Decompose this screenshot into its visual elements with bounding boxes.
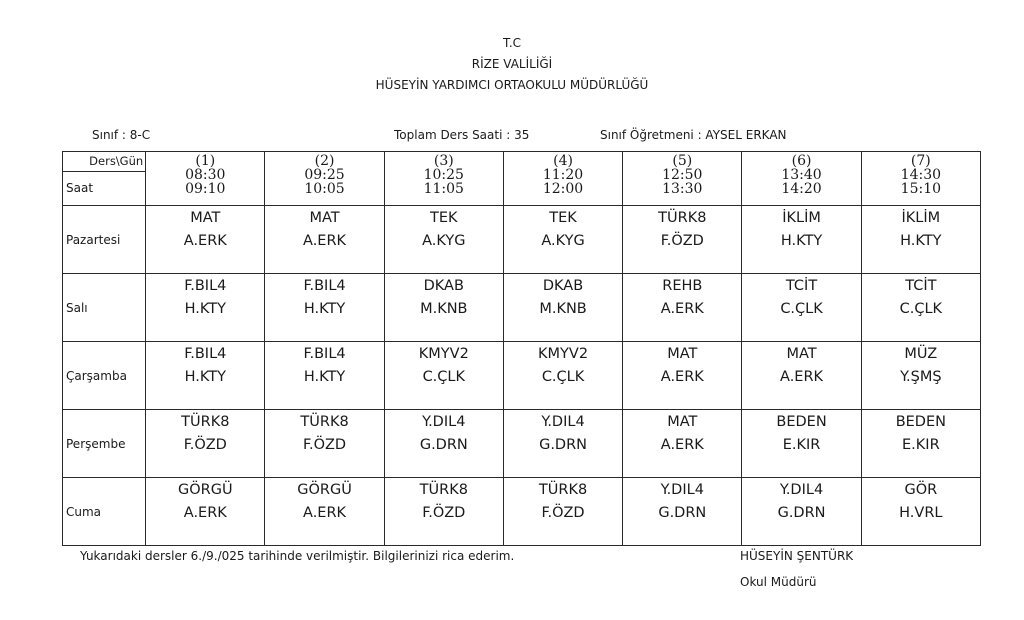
period-no: (6) (791, 153, 812, 169)
lesson-teacher: E.KIR (782, 437, 821, 453)
day-row (63, 342, 981, 410)
lesson-teacher: G.DRN (658, 505, 707, 521)
lesson-subject: TÜRK8 (181, 414, 230, 430)
lesson-cell (384, 478, 503, 546)
lesson-teacher: H.KTY (900, 233, 942, 249)
period-end: 10:05 (304, 181, 345, 197)
lesson-subject: GÖR (904, 482, 938, 498)
lesson-cell (623, 478, 742, 546)
signer-name: HÜSEYİN ŞENTÜRK (740, 549, 854, 563)
period-end: 09:10 (185, 181, 226, 197)
total-hours-label: Toplam Ders Saati : 35 (394, 128, 530, 142)
lesson-cell (503, 410, 622, 478)
lesson-subject: İKLİM (782, 210, 821, 226)
lesson-cell (742, 410, 861, 478)
lesson-cell (384, 342, 503, 410)
lesson-cell (265, 410, 384, 478)
day-row (63, 478, 981, 546)
lesson-cell (861, 206, 980, 274)
lesson-subject: F.BIL4 (303, 346, 346, 362)
period-no: (5) (672, 153, 693, 169)
lesson-teacher: G.DRN (777, 505, 826, 521)
period-start: 12:50 (662, 167, 703, 183)
lesson-subject: Y.DIL4 (422, 414, 466, 430)
lesson-subject: MAT (309, 210, 340, 226)
lesson-subject: F.BIL4 (303, 278, 346, 294)
lesson-teacher: F.ÖZD (660, 233, 704, 249)
period-header-cell (384, 152, 503, 206)
period-header-cell (265, 152, 384, 206)
period-start: 13:40 (781, 167, 822, 183)
lesson-teacher: H.KTY (303, 369, 346, 385)
lesson-subject: Y.DIL4 (660, 482, 704, 498)
lesson-teacher: A.KYG (422, 233, 466, 249)
lesson-cell (861, 478, 980, 546)
class-teacher-label: Sınıf Öğretmeni : AYSEL ERKAN (600, 128, 787, 142)
lesson-cell (861, 342, 980, 410)
lesson-teacher: M.KNB (420, 301, 468, 317)
lesson-cell (265, 342, 384, 410)
lesson-teacher: A.ERK (660, 301, 704, 317)
lesson-teacher: M.KNB (539, 301, 587, 317)
lesson-cell (742, 206, 861, 274)
period-start: 09:25 (304, 167, 345, 183)
lesson-cell (146, 478, 265, 546)
lesson-subject: F.BIL4 (184, 278, 227, 294)
lesson-cell (503, 342, 622, 410)
lesson-cell (146, 274, 265, 342)
lesson-teacher: A.ERK (660, 369, 704, 385)
period-header-cell (146, 152, 265, 206)
period-end: 15:10 (900, 181, 942, 197)
class-label: Sınıf : 8-C (92, 128, 151, 142)
period-no: (7) (910, 153, 931, 169)
day-row (63, 206, 981, 274)
lesson-subject: TCİT (785, 278, 818, 294)
lesson-subject: TEK (430, 210, 458, 226)
period-no: (4) (553, 153, 573, 169)
lesson-cell (861, 410, 980, 478)
period-end: 13:30 (662, 181, 703, 197)
lesson-teacher: H.KTY (780, 233, 823, 249)
day-name: Perşembe (63, 410, 146, 478)
lesson-cell (503, 206, 622, 274)
lesson-subject: TEK (549, 210, 577, 226)
lesson-cell (384, 206, 503, 274)
lesson-cell (146, 410, 265, 478)
lesson-teacher: E.KIR (902, 437, 940, 453)
lesson-subject: DKAB (542, 278, 584, 294)
header-line-2: RİZE VALİLİĞİ (471, 57, 553, 71)
period-header-cell (861, 152, 980, 206)
period-header-cell (503, 152, 622, 206)
lesson-teacher: H.KTY (184, 369, 226, 385)
period-header-cell (623, 152, 742, 206)
period-header-cell (742, 152, 861, 206)
lesson-cell (265, 206, 384, 274)
lesson-cell (146, 342, 265, 410)
period-end: 11:05 (423, 181, 464, 197)
lesson-subject: BEDEN (776, 414, 827, 430)
lesson-subject: MÜZ (904, 346, 938, 362)
lesson-cell (742, 274, 861, 342)
lesson-subject: TÜRK8 (538, 482, 588, 498)
header-line-3: HÜSEYİN YARDIMCI ORTAOKULU MÜDÜRLÜĞÜ (375, 78, 649, 92)
lesson-subject: MAT (667, 346, 698, 362)
period-header-row (63, 152, 981, 206)
corner-cell (63, 152, 146, 206)
signer-title: Okul Müdürü (740, 575, 817, 589)
lesson-teacher: C.ÇLK (780, 301, 823, 317)
lesson-teacher: G.DRN (539, 437, 588, 453)
lesson-subject: F.BIL4 (184, 346, 227, 362)
lesson-subject: TÜRK8 (300, 414, 349, 430)
lesson-teacher: A.ERK (660, 437, 704, 453)
lesson-subject: İKLİM (901, 210, 941, 226)
lesson-teacher: G.DRN (419, 437, 468, 453)
lesson-subject: MAT (667, 414, 698, 430)
lesson-cell (623, 342, 742, 410)
corner-top-label: Ders\Gün (63, 152, 145, 172)
lesson-subject: Y.DIL4 (541, 414, 585, 430)
day-name: Çarşamba (63, 342, 146, 410)
day-row (63, 410, 981, 478)
lesson-cell (384, 410, 503, 478)
day-name: Pazartesi (63, 206, 146, 274)
lesson-subject: KMYV2 (538, 346, 589, 362)
lesson-cell (503, 274, 622, 342)
lesson-teacher: C.ÇLK (899, 301, 943, 317)
lesson-cell (503, 478, 622, 546)
lesson-teacher: F.ÖZD (422, 505, 466, 521)
lesson-subject: GÖRGÜ (297, 482, 352, 498)
lesson-subject: GÖRGÜ (178, 482, 233, 498)
timetable (62, 151, 981, 546)
lesson-teacher: F.ÖZD (302, 437, 347, 453)
lesson-cell (623, 206, 742, 274)
day-name: Cuma (63, 478, 146, 546)
lesson-subject: TCİT (905, 278, 937, 294)
lesson-teacher: Y.ŞMŞ (900, 369, 942, 385)
lesson-subject: REHB (662, 278, 703, 294)
lesson-cell (742, 342, 861, 410)
corner-bottom-label: Saat (66, 181, 94, 195)
period-no: (1) (195, 153, 216, 169)
lesson-teacher: F.ÖZD (541, 505, 585, 521)
lesson-cell (861, 274, 980, 342)
header-line-1: T.C (502, 36, 522, 50)
lesson-teacher: A.ERK (780, 369, 824, 385)
lesson-cell (265, 478, 384, 546)
lesson-teacher: A.ERK (183, 233, 227, 249)
lesson-teacher: F.ÖZD (183, 437, 227, 453)
lesson-teacher: A.ERK (303, 505, 347, 521)
lesson-teacher: A.ERK (183, 505, 227, 521)
lesson-subject: KMYV2 (418, 346, 469, 362)
lesson-teacher: A.KYG (541, 233, 585, 249)
day-name: Salı (63, 274, 146, 342)
lesson-cell (265, 274, 384, 342)
lesson-teacher: H.KTY (303, 301, 346, 317)
lesson-cell (742, 478, 861, 546)
lesson-subject: DKAB (423, 278, 464, 294)
period-end: 14:20 (781, 181, 822, 197)
lesson-teacher: H.VRL (899, 505, 943, 521)
lesson-subject: Y.DIL4 (779, 482, 824, 498)
period-start: 10:25 (423, 167, 464, 183)
lesson-subject: MAT (786, 346, 817, 362)
lesson-subject: TÜRK8 (419, 482, 468, 498)
lesson-teacher: C.ÇLK (422, 369, 466, 385)
lesson-teacher: H.KTY (184, 301, 226, 317)
footer-note: Yukarıdaki dersler 6./9./025 tarihinde verilmiştir. Bilgilerinizi rica ederim. (80, 549, 515, 563)
period-no: (3) (433, 153, 454, 169)
period-no: (2) (314, 153, 335, 169)
lesson-subject: TÜRK8 (658, 210, 707, 226)
period-start: 11:20 (542, 167, 584, 183)
lesson-cell (146, 206, 265, 274)
lesson-subject: MAT (190, 210, 221, 226)
day-row (63, 274, 981, 342)
lesson-teacher: A.ERK (303, 233, 347, 249)
lesson-subject: BEDEN (895, 414, 946, 430)
lesson-teacher: C.ÇLK (541, 369, 585, 385)
period-end: 12:00 (542, 181, 584, 197)
period-start: 08:30 (185, 167, 226, 183)
lesson-cell (623, 274, 742, 342)
lesson-cell (384, 274, 503, 342)
lesson-cell (623, 410, 742, 478)
period-start: 14:30 (900, 167, 942, 183)
